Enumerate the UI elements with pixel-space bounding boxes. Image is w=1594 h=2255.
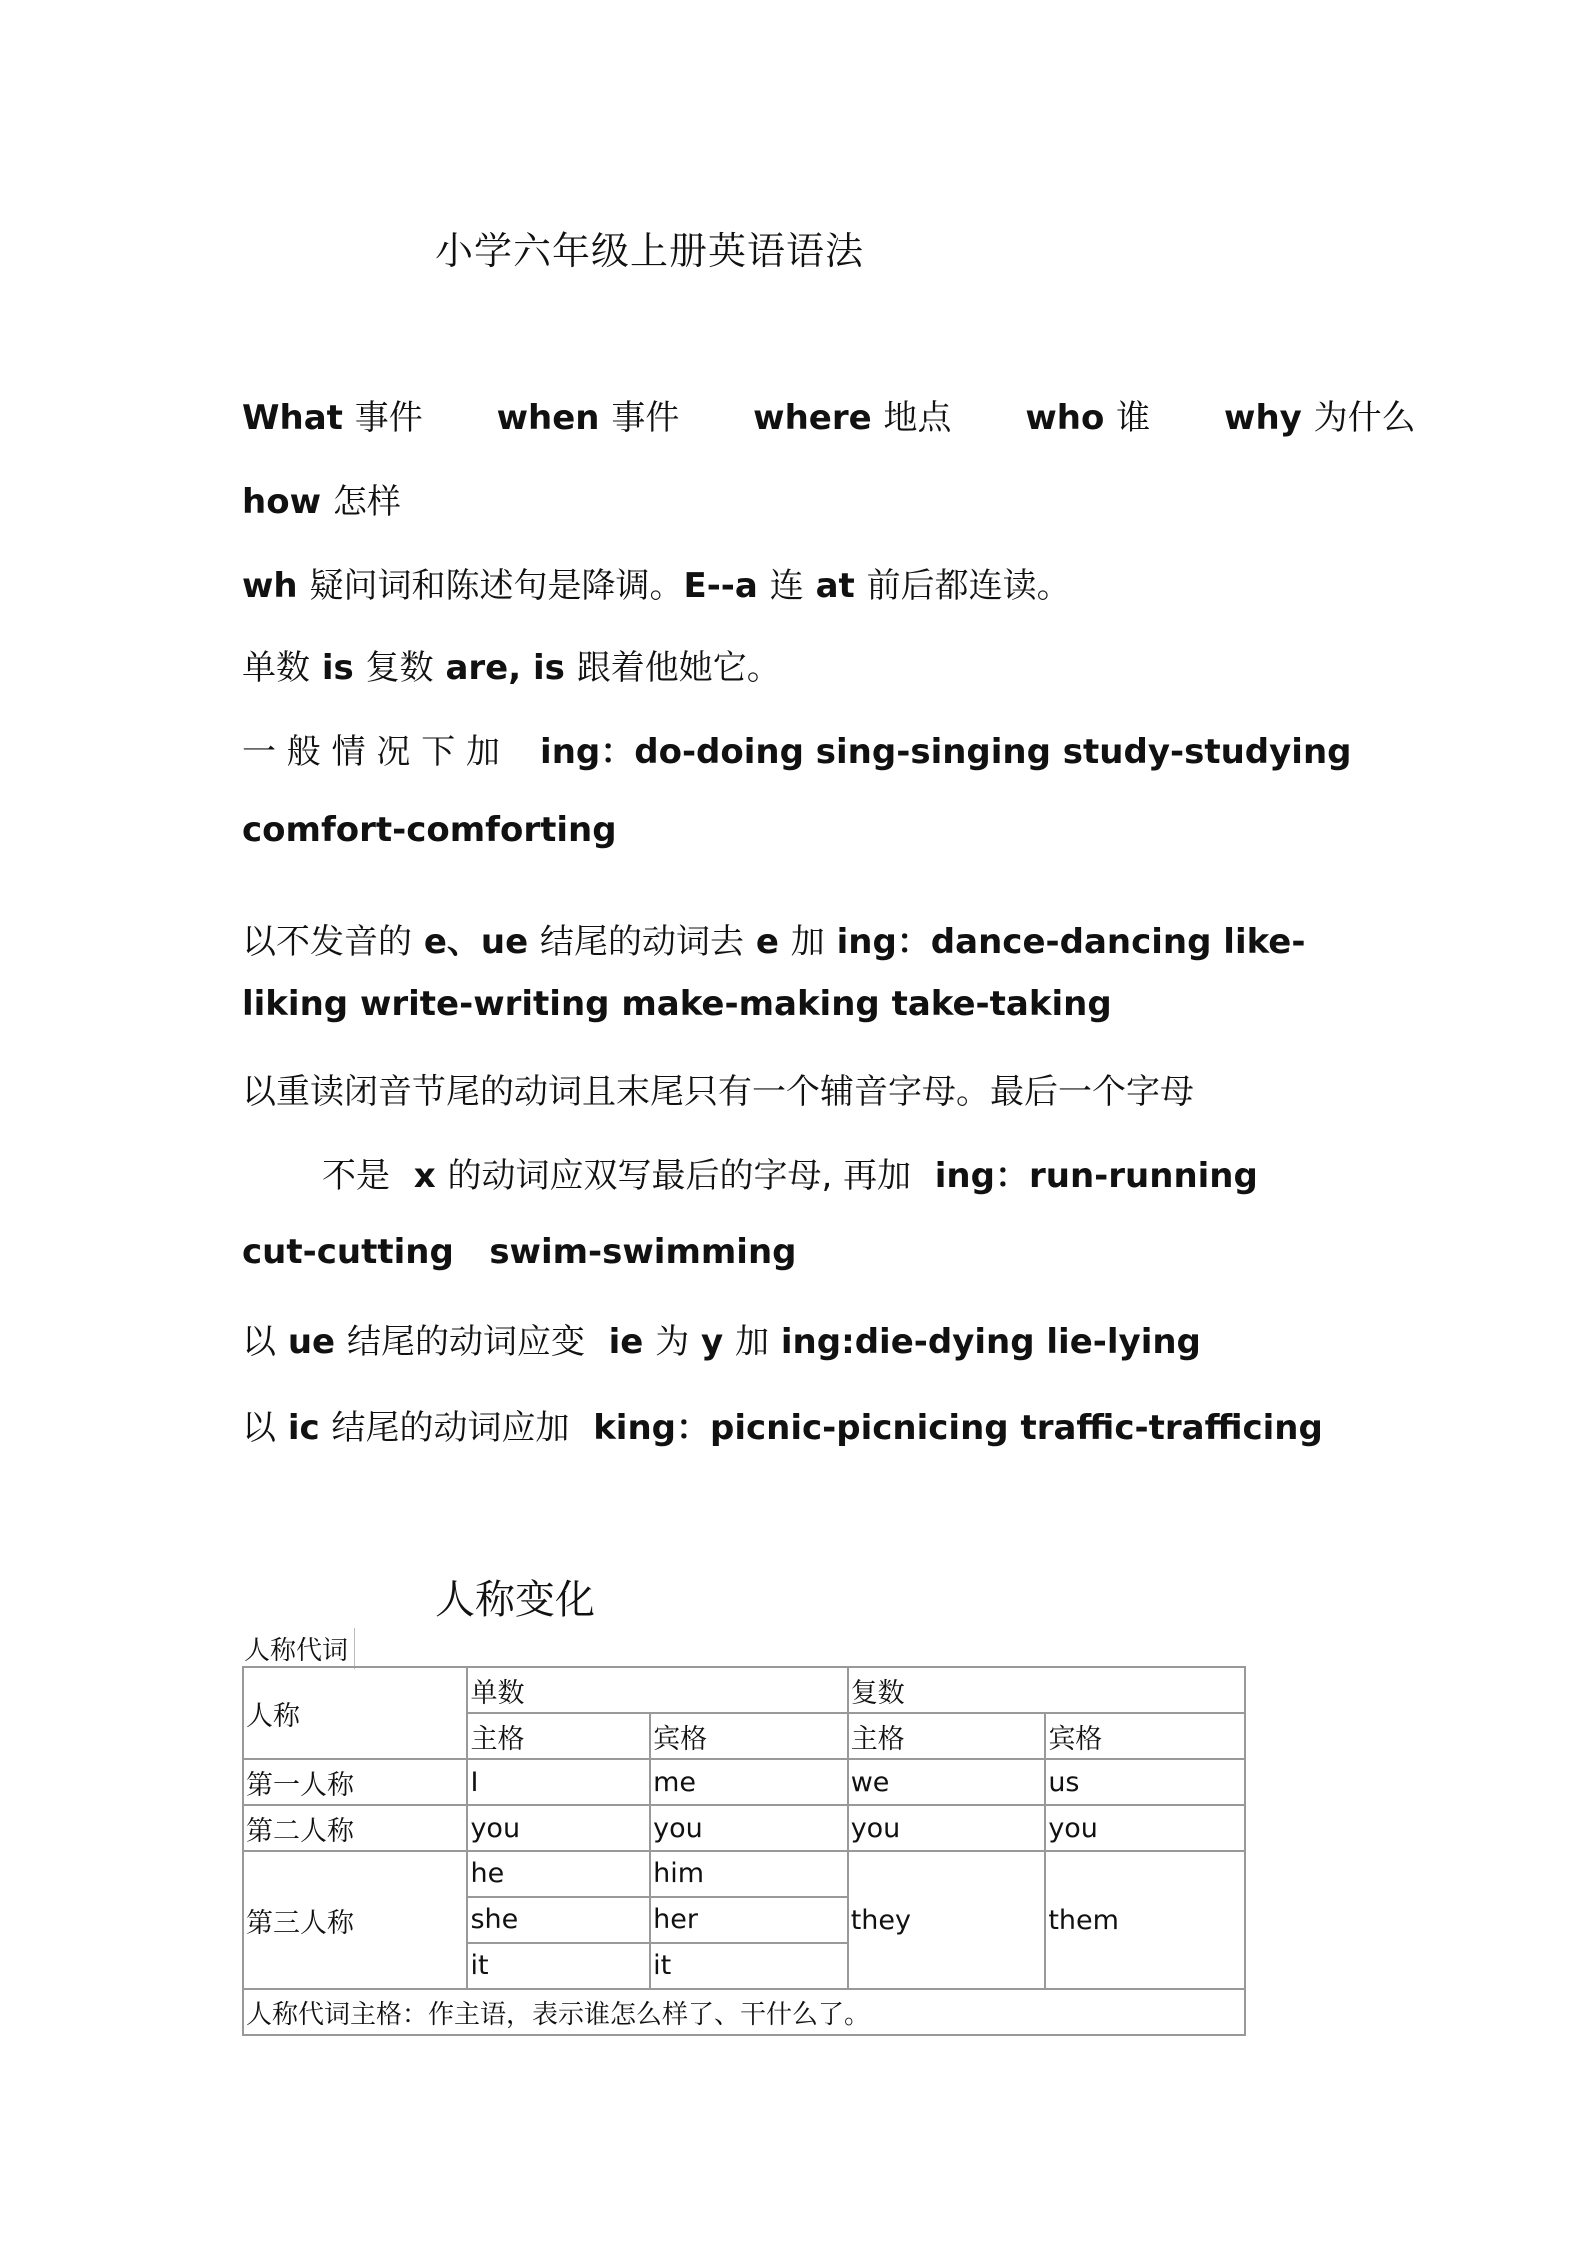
cell: you xyxy=(467,1805,650,1851)
cell: it xyxy=(653,1950,672,1981)
header-plural-subject: 主格 xyxy=(848,1713,1046,1759)
cell: she xyxy=(468,1898,649,1944)
qword-what: What 事件 xyxy=(242,398,423,438)
header-singular: 单数 xyxy=(467,1667,847,1713)
table-caption: 人称代词 xyxy=(242,1628,355,1669)
qword-who: who 谁 xyxy=(1025,398,1151,438)
cell-stack xyxy=(467,1851,650,1989)
rule-double-consonant-examples: cut-cutting swim-swimming xyxy=(242,1232,797,1272)
cell-stack xyxy=(650,1851,848,1989)
rule-double-consonant: 以重读闭音节尾的动词且末尾只有一个辅音字母。最后一个字母 xyxy=(242,1072,1194,1112)
pronoun-table xyxy=(242,1666,1246,2036)
header-singular-subject: 主格 xyxy=(467,1713,650,1759)
qword-where: where 地点 xyxy=(753,398,952,438)
rule-ic-king: 以 ic 结尾的动词应加 king：picnic-picnicing traffic-trafficing xyxy=(242,1408,1323,1448)
table-row xyxy=(243,1805,1245,1851)
cell: you xyxy=(650,1805,848,1851)
header-plural: 复数 xyxy=(848,1667,1245,1713)
header-person: 人称 xyxy=(243,1667,467,1759)
row-label: 第三人称 xyxy=(243,1851,467,1989)
cell: us xyxy=(1045,1759,1245,1805)
cell: I xyxy=(467,1759,650,1805)
cell: it xyxy=(470,1950,489,1981)
cell: we xyxy=(848,1759,1046,1805)
rule-drop-e: 以不发音的 e、ue 结尾的动词去 e 加 ing：dance-dancing like- xyxy=(242,922,1306,962)
rule-intonation: wh 疑问词和陈述句是降调。E--a 连 at 前后都连读。 xyxy=(242,566,1071,606)
cell: them xyxy=(1045,1851,1245,1989)
cell: him xyxy=(651,1852,847,1898)
row-label: 第二人称 xyxy=(243,1805,467,1851)
rule-ie-to-y: 以 ue 结尾的动词应变 ie 为 y 加 ing:die-dying lie-lying xyxy=(242,1322,1201,1362)
cell: you xyxy=(848,1805,1046,1851)
cell: you xyxy=(1045,1805,1245,1851)
table-footer-note: 人称代词主格：作主语，表示谁怎么样了、干什么了。 xyxy=(243,1989,1245,2035)
rule-ing-general: 一 般 情 况 下 加 ing：do-doing sing-singing study-studying xyxy=(242,732,1352,772)
table-row-third-person xyxy=(243,1851,1245,1989)
row-label: 第一人称 xyxy=(243,1759,467,1805)
question-words-line xyxy=(242,390,1478,439)
header-singular-object: 宾格 xyxy=(650,1713,848,1759)
cell: her xyxy=(651,1898,847,1944)
table-header-row xyxy=(243,1667,1245,1713)
rule-is-are: 单数 is 复数 are, is 跟着他她它。 xyxy=(242,648,781,688)
rule-drop-e-cont: liking write-writing make-making take-taking xyxy=(242,984,1112,1024)
section-title: 人称变化 xyxy=(435,1577,595,1623)
table-row xyxy=(243,1759,1245,1805)
qword-how-line: how 怎样 xyxy=(242,482,401,522)
cell: they xyxy=(848,1851,1046,1989)
cell: me xyxy=(650,1759,848,1805)
rule-ing-general-cont: comfort-comforting xyxy=(242,810,617,850)
qword-when: when 事件 xyxy=(496,398,680,438)
cell: he xyxy=(468,1852,649,1898)
table-footer-row xyxy=(243,1989,1245,2035)
rule-double-consonant-cont: 不是 x 的动词应双写最后的字母, 再加 ing：run-running xyxy=(322,1156,1258,1196)
page-title: 小学六年级上册英语语法 xyxy=(435,229,865,273)
qword-why: why 为什么 xyxy=(1224,398,1416,438)
header-plural-object: 宾格 xyxy=(1045,1713,1245,1759)
